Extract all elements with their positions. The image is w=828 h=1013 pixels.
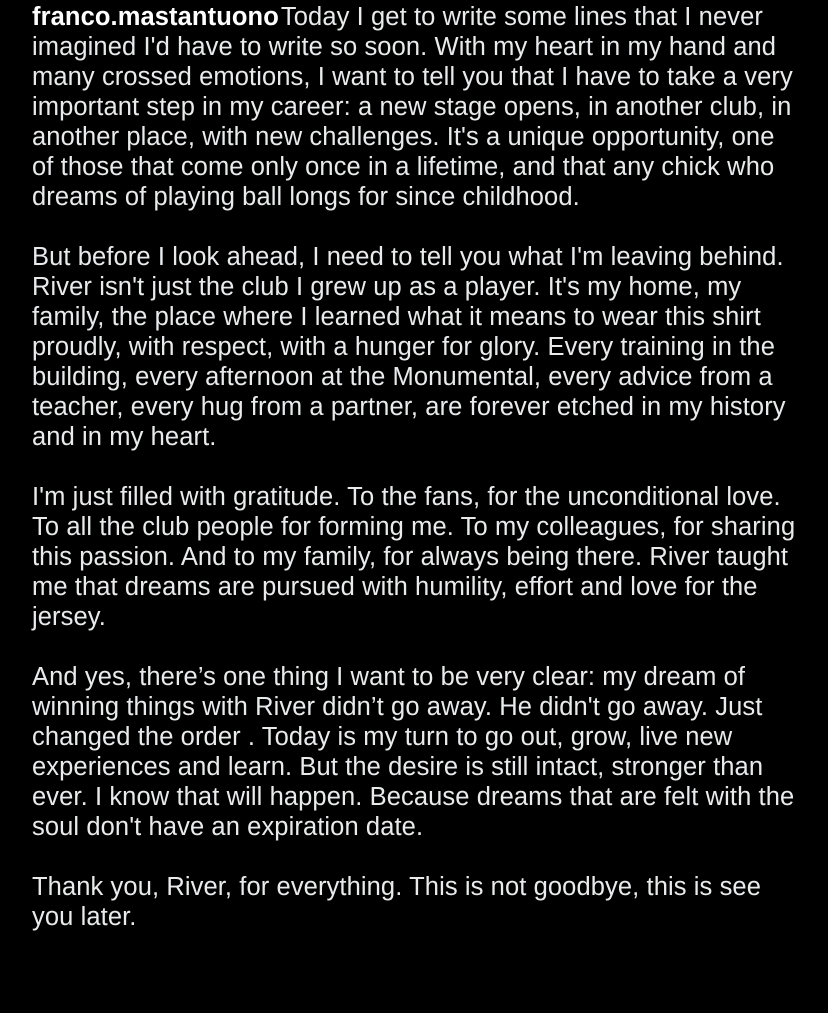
paragraph-spacer [32,212,796,242]
username-link[interactable]: franco.mastantuono [32,3,279,31]
caption-paragraph-3: I'm just filled with gratitude. To the fans, for the unconditional love. To all the club people for forming me. To my colleagues, for sharing this passion. And to my family, for always being there. River taught me that dreams are pursued with humility, effort and love for the jersey. [32,483,803,631]
paragraph-spacer [32,452,796,482]
caption-paragraph-5: Thank you, River, for everything. This is not goodbye, this is see you later. [32,873,769,931]
paragraph-spacer [32,632,796,662]
caption-paragraph-2: But before I look ahead, I need to tell you what I'm leaving behind. River isn't just the club I grew up as a player. It's my home, my family, the place where I learned what it means to wear this shirt proudly, with respect, with a hunger for glory. Every training in the building, every afternoon at the Monumental, every advice from a teacher, every hug from a partner, are forever etched in my history and in my heart. [32,243,793,451]
caption-paragraph-1: Today I get to write some lines that I never imagined I'd have to write so soon. With my heart in my hand and many crossed emotions, I want to tell you that I have to take a very important step in my career: a new stage opens, in another club, in another place, with new challenges. It's a unique opportunity, one of those that come only once in a lifetime, and that any chick who dreams of playing ball longs for since childhood. [32,3,801,211]
paragraph-spacer [32,842,796,872]
caption-text-block[interactable] [32,0,803,932]
caption-paragraph-4: And yes, there’s one thing I want to be very clear: my dream of winning things with River didn’t go away. He didn't go away. Just changed the order . Today is my turn to go out, grow, live new experiences and learn. But the desire is still intact, stronger than ever. I know that will happen. Because dreams that are felt with the soul don't have an expiration date. [32,663,802,841]
